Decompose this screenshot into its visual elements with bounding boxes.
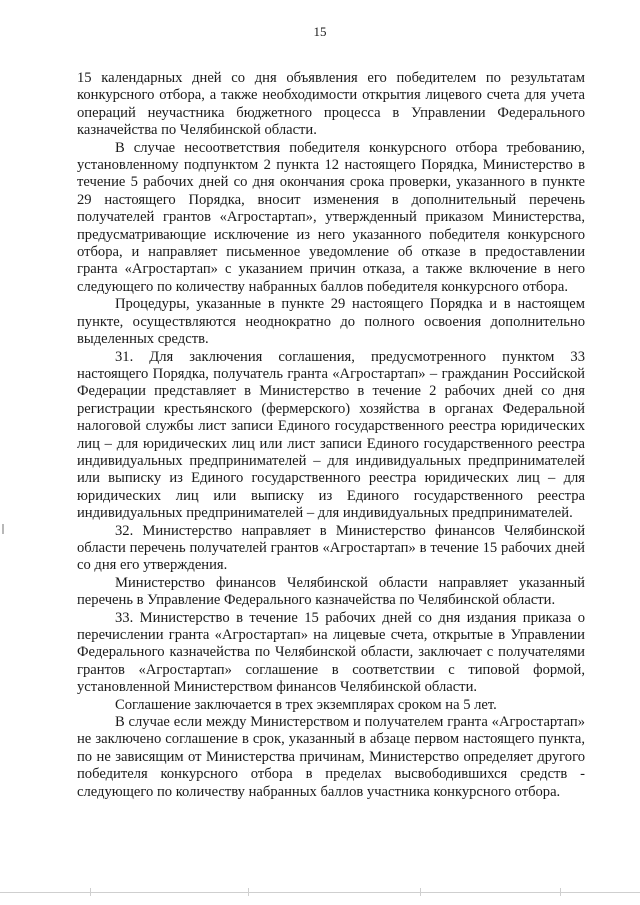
paragraph-no-agreement: В случае если между Министерством и получателем гранта «Агростартап» не заключено соглашение в срок, указанный в абзаце первом настоящего пункта, по не зависящим от Министерства причинам, Министерство определяет другого победителя конкурсного отбора в пределах высвободившихся средств - следующего по количеству набранных баллов участника конкурсного отбора. (77, 714, 585, 800)
paragraph-clause-31: 31. Для заключения соглашения, предусмотренного пунктом 33 настоящего Порядка, получатель гранта «Агростартап» – гражданин Российской Федерации представляет в Министерство в течение 2 рабочих дней со дня регистрации крестьянского (фермерского) хозяйства в органах Федеральной налоговой службы лист записи Единого государственного реестра юридических лиц – для юридических лиц или лист записи Единого государственного реестра индивидуальных предпринимателей – для индивидуальных предпринимателей или выписку из Единого государственного реестра юридических лиц – для юридических лиц или выписку из Единого государственного реестра индивидуальных предпринимателей – для индивидуальных предпринимателей. (77, 348, 585, 522)
paragraph-continuation: 15 календарных дней со дня объявления его победителем по результатам конкурсного отбора, а также необходимости открытия лицевого счета для учета операций неучастника бюджетного процесса в Управлении Федерального казначейства по Челябинской области. (77, 70, 585, 139)
paragraph-agreement-term: Соглашение заключается в трех экземплярах сроком на 5 лет. (115, 696, 497, 713)
paragraph-finance-ministry: Министерство финансов Челябинской области направляет указанный перечень в Управление Федерального казначейства по Челябинской области. (77, 574, 585, 609)
paragraph-clause-33: 33. Министерство в течение 15 рабочих дней со дня издания приказа о перечислении гранта «Агростартап» на лицевые счета, открытые в Управлении Федерального казначейства по Челябинской области, заключает с получателями грантов «Агростартап» соглашение в соответствии с типовой формой, установленной Министерством финансов Челябинской области. (77, 609, 585, 696)
footer-tick (560, 888, 561, 896)
paragraph-nonconformity: В случае несоответствия победителя конкурсного отбора требованию, установленному подпунктом 2 пункта 12 настоящего Порядка, Министерство в течение 5 рабочих дней со дня окончания срока проверки, указанного в пункте 29 настоящего Порядка, вносит изменения в дополнительный перечень получателей грантов «Агростартап», утвержденный приказом Министерства, предусматривающие исключение из него указанного победителя конкурсного отбора, и направляет письменное уведомление об отказе в предоставлении гранта «Агростартап» с указанием причин отказа, а также включение в него следующего по количеству набранных баллов победителя конкурсного отбора. (77, 139, 585, 295)
footer-tick (420, 888, 421, 896)
scan-mark (2, 524, 4, 534)
footer-tick (248, 888, 249, 896)
page-number: 15 (313, 24, 327, 39)
footer-rule (0, 892, 640, 893)
document-body (77, 70, 585, 801)
paragraph-procedures: Процедуры, указанные в пункте 29 настоящего Порядка и в настоящем пункте, осуществляются неоднократно до полного освоения дополнительно выделенных средств. (77, 296, 585, 348)
footer-tick (90, 888, 91, 896)
paragraph-clause-32: 32. Министерство направляет в Министерство финансов Челябинской области перечень получателей грантов «Агростартап» в течение 15 рабочих дней со дня его утверждения. (77, 522, 585, 574)
